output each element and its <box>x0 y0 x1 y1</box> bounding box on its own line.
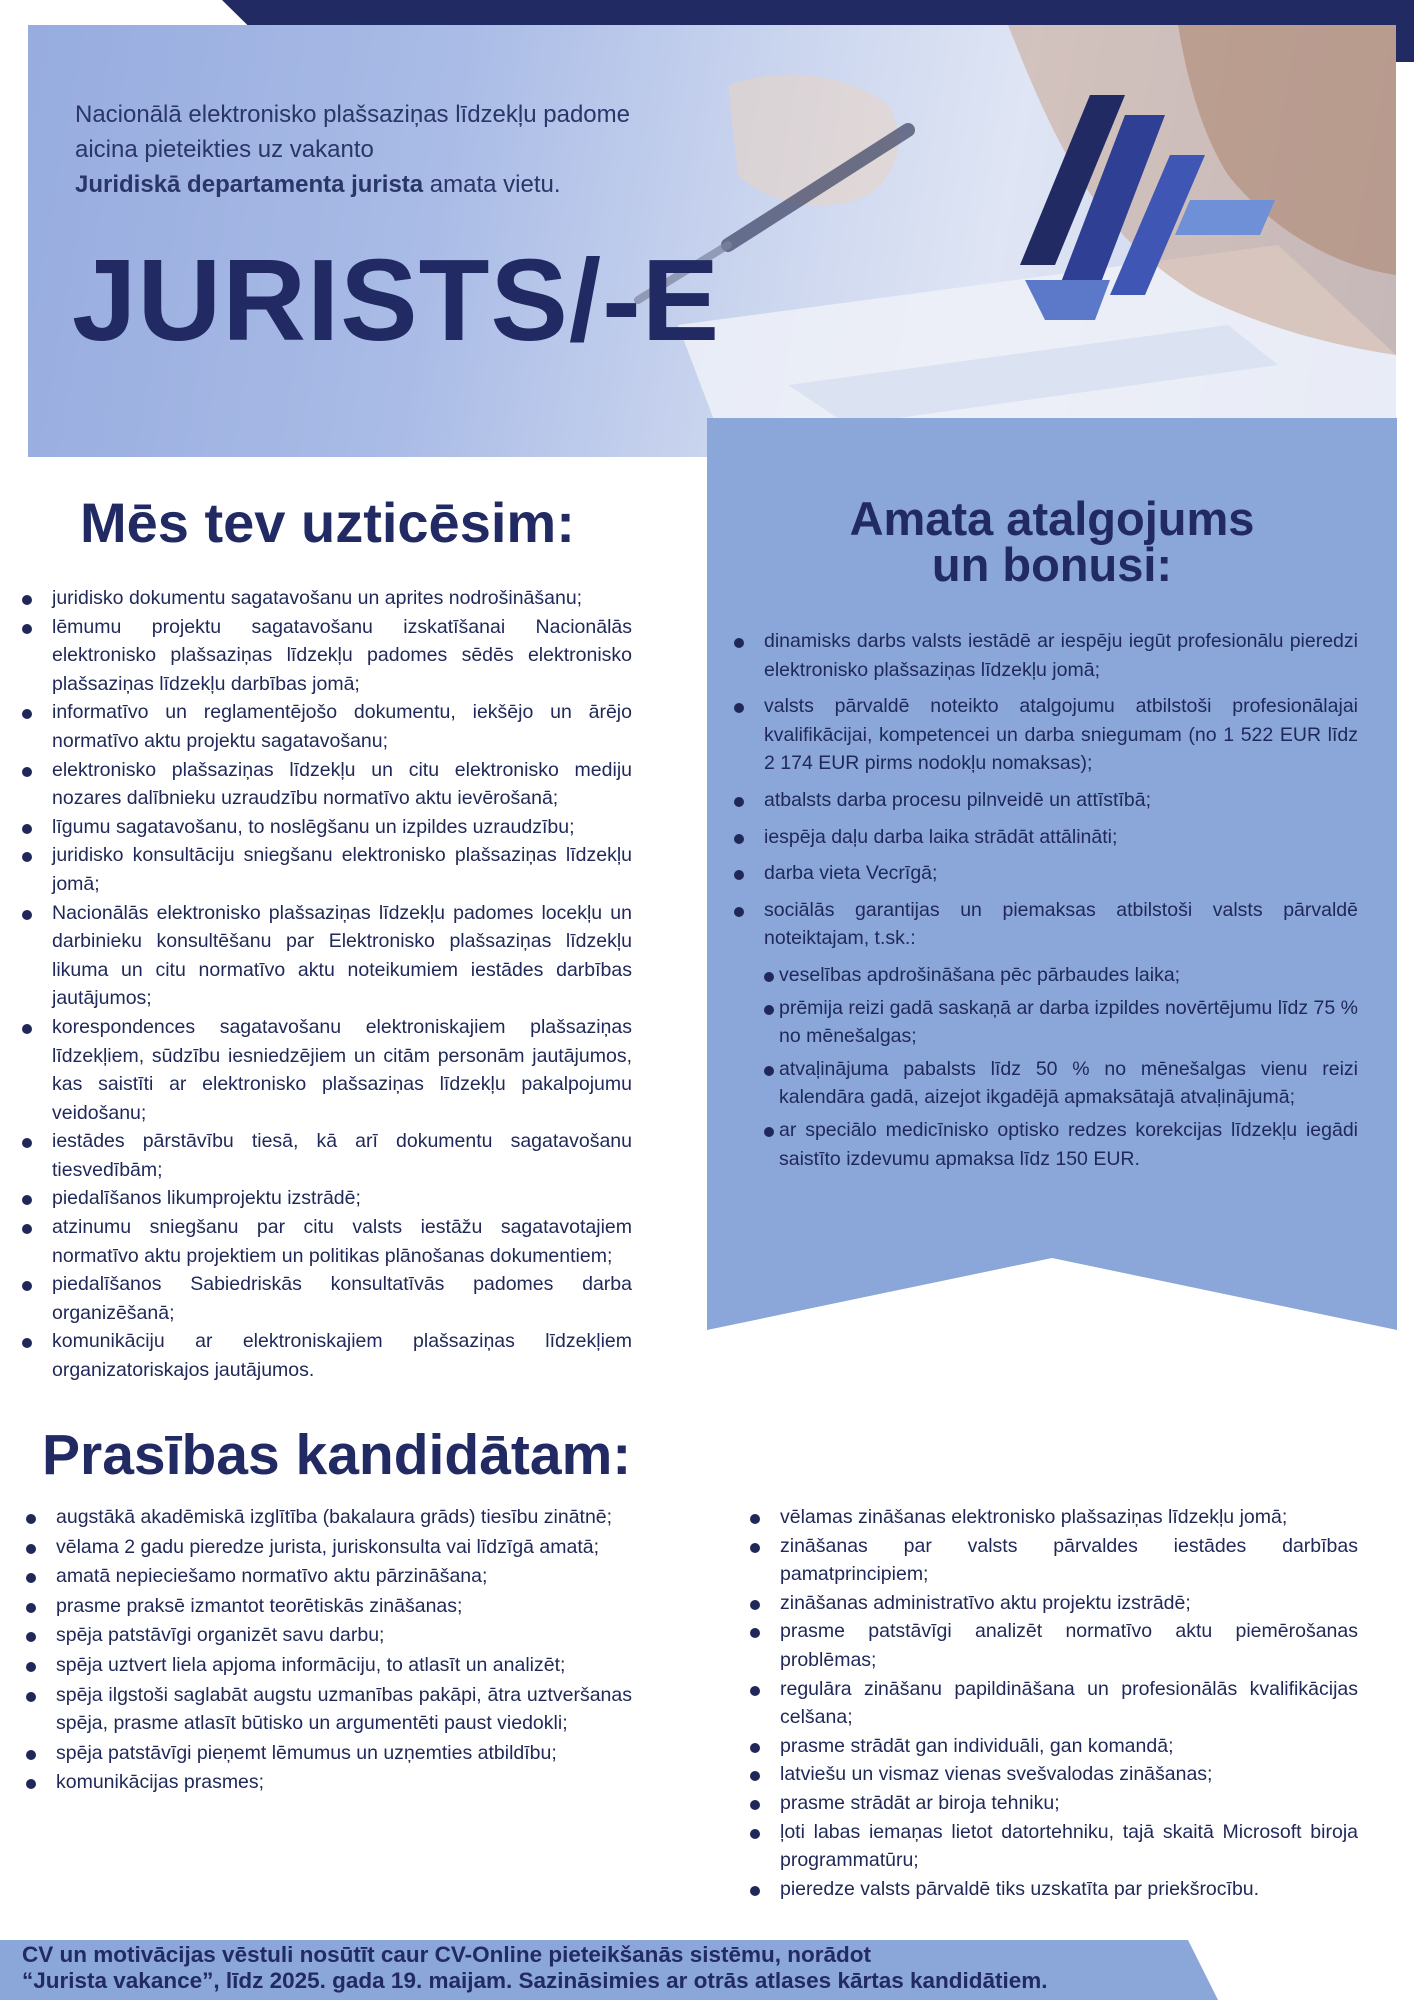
list-item: spēja uztvert liela apjoma informāciju, to atlasīt un analizēt; <box>56 1651 632 1680</box>
list-item: Nacionālās elektronisko plašsaziņas līdzekļu padomes locekļu un darbinieku konsultēšanu par Elektronisko plašsaziņas līdzekļu likuma un citu normatīvo aktu noteikumiem iestādes darbības jautājumos; <box>52 899 632 1013</box>
list-item: amatā nepieciešamo normatīvo aktu pārzināšana; <box>56 1562 632 1591</box>
list-item: augstākā akadēmiskā izglītība (bakalaura grāds) tiesību zinātnē; <box>56 1503 632 1532</box>
sub-list-item: ar speciālo medicīnisko optisko redzes korekcijas līdzekļu iegādi saistīto izdevumu apmaksa līdz 150 EUR. <box>779 1116 1358 1173</box>
list-item: prasme patstāvīgi analizēt normatīvo aktu piemērošanas problēmas; <box>780 1617 1358 1674</box>
list-item: regulāra zināšanu papildināšana un profesionālās kvalifikācijas celšana; <box>780 1675 1358 1732</box>
list-item: informatīvo un reglamentējošo dokumentu, iekšējo un ārējo normatīvo aktu projektu sagatavošanu; <box>52 698 632 755</box>
duties-heading: Mēs tev uzticēsim: <box>80 491 575 554</box>
list-item: līgumu sagatavošanu, to noslēgšanu un izpildes uzraudzību; <box>52 813 632 842</box>
list-item: juridisko dokumentu sagatavošanu un aprites nodrošināšanu; <box>52 584 632 613</box>
sub-list-item: veselības apdrošināšana pēc pārbaudes laika; <box>779 961 1358 990</box>
list-item: piedalīšanos likumprojektu izstrādē; <box>52 1184 632 1213</box>
list-item: vēlamas zināšanas elektronisko plašsaziņas līdzekļu jomā; <box>780 1503 1358 1532</box>
list-item: zināšanas administratīvo aktu projektu izstrādē; <box>780 1589 1358 1618</box>
requirements-list-right <box>780 1503 1358 1903</box>
list-item: prasme strādāt ar biroja tehniku; <box>780 1789 1358 1818</box>
list-item: zināšanas par valsts pārvaldes iestādes darbības pamatprincipiem; <box>780 1532 1358 1589</box>
organization-logo-icon <box>1015 95 1275 335</box>
hero-intro-text <box>75 97 715 202</box>
duties-list <box>52 584 632 1385</box>
list-item: valsts pārvaldē noteikto atalgojumu atbilstoši profesionālajai kvalifikācijai, kompetencei un darba sniegumam (no 1 522 EUR līdz 2 174 EUR pirms nodokļu nomaksas); <box>764 692 1358 778</box>
list-item: ļoti labas iemaņas lietot datortehniku, tajā skaitā Microsoft biroja programmatūru; <box>780 1818 1358 1875</box>
list-item: iespēja daļu darba laika strādāt attālināti; <box>764 823 1358 852</box>
list-item: lēmumu projektu sagatavošanu izskatīšanai Nacionālās elektronisko plašsaziņas līdzekļu padomes sēdēs elektronisko plašsaziņas līdzekļu darbības jomā; <box>52 613 632 699</box>
benefits-list <box>764 627 1358 1177</box>
list-item: atbalsts darba procesu pilnveidē un attīstībā; <box>764 786 1358 815</box>
sub-list-item: prēmija reizi gadā saskaņā ar darba izpildes novērtējumu līdz 75 % no mēnešalgas; <box>779 994 1358 1051</box>
list-item: iestādes pārstāvību tiesā, kā arī dokumentu sagatavošanu tiesvedībām; <box>52 1127 632 1184</box>
list-item: juridisko konsultāciju sniegšanu elektronisko plašsaziņas līdzekļu jomā; <box>52 841 632 898</box>
intro-position-rest: amata vietu. <box>423 171 561 198</box>
list-item: pieredze valsts pārvaldē tiks uzskatīta par priekšrocību. <box>780 1875 1358 1904</box>
list-item: vēlama 2 gadu pieredze jurista, juriskonsulta vai līdzīgā amatā; <box>56 1533 632 1562</box>
benefits-heading-line-1: Amata atalgojums <box>849 492 1255 545</box>
page-title: JURISTS/-E <box>72 235 721 365</box>
list-item: elektronisko plašsaziņas līdzekļu un citu elektronisko mediju nozares dalībnieku uzraudzību normatīvo aktu ievērošanā; <box>52 756 632 813</box>
list-item: atzinumu sniegšanu par citu valsts iestāžu sagatavotajiem normatīvo aktu projektiem un politikas plānošanas dokumentiem; <box>52 1213 632 1270</box>
list-item: dinamisks darbs valsts iestādē ar iespēju iegūt profesionālu pieredzi elektronisko plašsaziņas līdzekļu jomā; <box>764 627 1358 684</box>
benefits-heading-line-2: un bonusi: <box>931 538 1173 591</box>
list-item: spēja patstāvīgi organizēt savu darbu; <box>56 1621 632 1650</box>
sub-list-item: atvaļinājuma pabalsts līdz 50 % no mēnešalgas vienu reizi kalendāra gadā, aizejot ikgadējā apmaksātajā atvaļinājumā; <box>779 1055 1358 1112</box>
list-item: prasme strādāt gan individuāli, gan komandā; <box>780 1732 1358 1761</box>
benefits-heading <box>707 492 1397 591</box>
list-item: komunikācijas prasmes; <box>56 1768 632 1797</box>
intro-line-1: Nacionālā elektronisko plašsaziņas līdzekļu padome <box>75 101 630 128</box>
intro-position-bold: Juridiskā departamenta jurista <box>75 171 424 198</box>
list-item: latviešu un vismaz vienas svešvalodas zināšanas; <box>780 1760 1358 1789</box>
list-item: prasme praksē izmantot teorētiskās zināšanas; <box>56 1592 632 1621</box>
list-item: darba vieta Vecrīgā; <box>764 859 1358 888</box>
list-item: sociālās garantijas un piemaksas atbilstoši valsts pārvaldē noteiktajam, t.sk.: <box>764 896 1358 953</box>
list-item: piedalīšanos Sabiedriskās konsultatīvās padomes darba organizēšanā; <box>52 1270 632 1327</box>
requirements-heading: Prasības kandidātam: <box>42 1423 632 1487</box>
intro-line-2: aicina pieteikties uz vakanto <box>75 136 374 163</box>
list-item: spēja ilgstoši saglabāt augstu uzmanības pakāpi, ātra uztveršanas spēja, prasme atlasīt būtisko un argumentēti paust viedokli; <box>56 1681 632 1738</box>
list-item: komunikāciju ar elektroniskajiem plašsaziņas līdzekļiem organizatoriskajos jautājumos. <box>52 1327 632 1384</box>
list-item: korespondences sagatavošanu elektroniskajiem plašsaziņas līdzekļiem, sūdzību iesniedzējiem un citām personām jautājumos, kas saistīti ar elektronisko plašsaziņas līdzekļu pakalpojumu veidošanu; <box>52 1013 632 1127</box>
footer-application-note: CV un motivācijas vēstuli nosūtīt caur CV-Online pieteikšanās sistēmu, norādot “Jurista vakance”, līdz 2025. gada 19. maijam. Sazināsimies ar otrās atlases kārtas kandidātiem. <box>22 1942 1048 1993</box>
list-item: spēja patstāvīgi pieņemt lēmumus un uzņemties atbildību; <box>56 1739 632 1768</box>
requirements-list-left <box>56 1503 632 1798</box>
